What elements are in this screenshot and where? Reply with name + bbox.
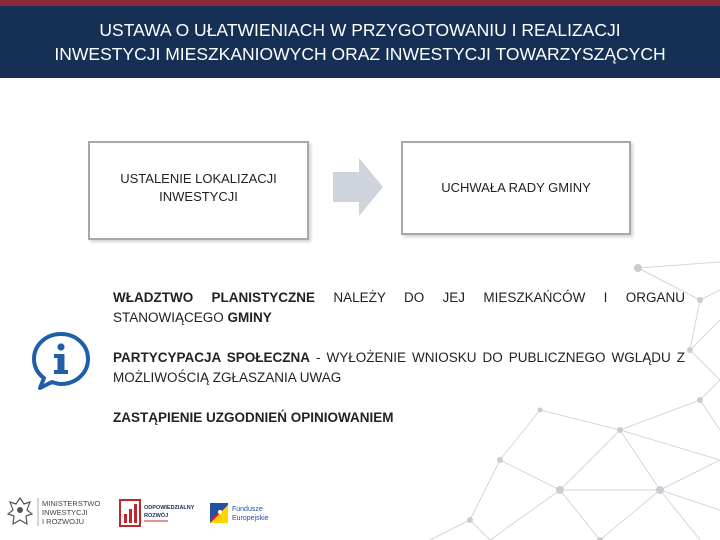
second-logo-line-2: ROZWÓJ bbox=[144, 513, 169, 519]
eu-funds-icon bbox=[210, 503, 228, 523]
flow-step-2-box bbox=[401, 141, 631, 235]
slide-header bbox=[0, 6, 720, 78]
flow-step-1-box bbox=[88, 141, 309, 240]
point-1-bold: WŁADZTWO PLANISTYCZNE bbox=[113, 290, 316, 305]
second-logo-line-1: ODPOWIEDZIALNY bbox=[144, 505, 195, 511]
footer-logos bbox=[0, 490, 320, 535]
funds-line-1: Fundusze bbox=[232, 506, 263, 513]
point-1-text: NALEŻY DO JEJ MIESZKAŃCÓW I ORGANU STANOWIĄCEGO bbox=[113, 290, 685, 325]
funds-line-2: Europejskie bbox=[232, 515, 269, 522]
flow-step-2-label: UCHWAŁA RADY GMINY bbox=[441, 180, 591, 195]
title-line-1: USTAWA O UŁATWIENIACH W PRZYGOTOWANIU I REALIZACJI bbox=[99, 20, 621, 40]
ministry-line-1: MINISTERSTWO bbox=[42, 499, 101, 508]
point-3-bold: ZASTĄPIENIE UZGODNIEŃ OPINIOWANIEM bbox=[113, 410, 394, 425]
point-replacing-agreements bbox=[113, 408, 685, 428]
point-planning-authority bbox=[113, 288, 685, 328]
info-icon bbox=[30, 330, 92, 392]
page-title bbox=[48, 18, 671, 66]
point-public-participation bbox=[113, 348, 685, 388]
point-2-text: - WYŁOŻENIE WNIOSKU DO PUBLICZNEGO WGLĄDU Z MOŻLIWOŚCIĄ ZGŁASZANIA UWAG bbox=[113, 350, 685, 385]
arrow-right-icon bbox=[333, 158, 383, 216]
ministry-line-3: I ROZWOJU bbox=[42, 517, 85, 526]
eagle-emblem-icon bbox=[8, 498, 32, 524]
flow-step-1-label: USTALENIE LOKALIZACJI INWESTYCJI bbox=[120, 171, 277, 204]
title-line-2: INWESTYCJI MIESZKANIOWYCH ORAZ INWESTYCJI TOWARZYSZĄCYCH bbox=[54, 44, 666, 64]
point-1-bold-end: GMINY bbox=[227, 310, 272, 325]
chart-logo-icon bbox=[120, 500, 140, 526]
ministry-line-2: INWESTYCJI bbox=[42, 508, 88, 517]
point-2-bold: PARTYCYPACJA SPOŁECZNA bbox=[113, 350, 311, 365]
